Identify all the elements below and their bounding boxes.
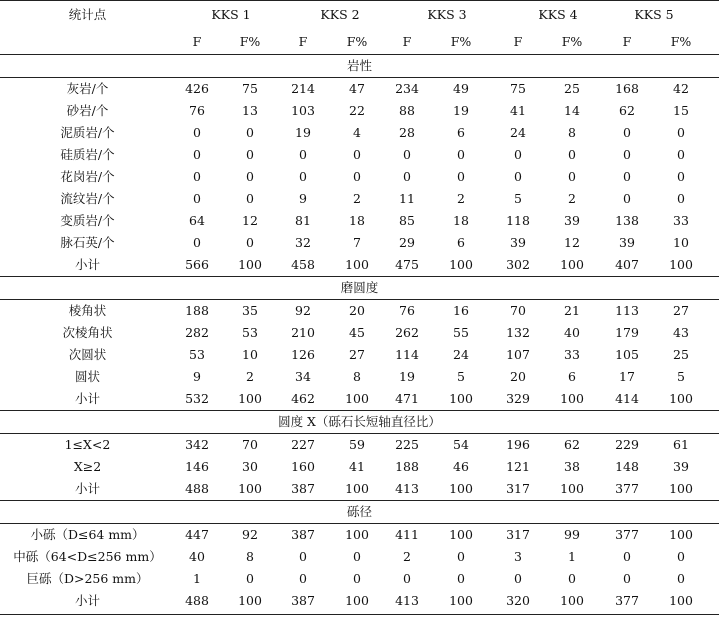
table-row bbox=[0, 188, 719, 210]
sub-header: F% bbox=[450, 34, 472, 49]
table-cell: 0 bbox=[246, 147, 254, 162]
table-cell: 2 bbox=[353, 191, 361, 206]
sub-header: F% bbox=[561, 34, 583, 49]
table-cell: 7 bbox=[353, 235, 361, 250]
table-cell: 0 bbox=[514, 147, 522, 162]
table-cell: 0 bbox=[193, 191, 201, 206]
table-cell: 411 bbox=[395, 527, 419, 542]
table-cell: 100 bbox=[345, 391, 369, 406]
table-cell: 0 bbox=[193, 147, 201, 162]
table-cell: 0 bbox=[623, 147, 631, 162]
row-label: 小计 bbox=[74, 593, 100, 608]
table-cell: 8 bbox=[353, 369, 361, 384]
table-cell: 24 bbox=[453, 347, 469, 362]
row-label: 砂岩/个 bbox=[66, 103, 109, 118]
table-cell: 426 bbox=[185, 81, 209, 96]
table-cell: 0 bbox=[246, 571, 254, 586]
table-cell: 6 bbox=[457, 125, 465, 140]
table-cell: 70 bbox=[242, 437, 258, 452]
table-cell: 76 bbox=[189, 103, 205, 118]
table-row bbox=[0, 122, 719, 144]
sub-header: F% bbox=[346, 34, 368, 49]
table-cell: 407 bbox=[615, 257, 639, 272]
table-cell: 19 bbox=[295, 125, 311, 140]
table-cell: 46 bbox=[453, 459, 469, 474]
table-cell: 100 bbox=[560, 593, 584, 608]
table-cell: 45 bbox=[349, 325, 365, 340]
table-cell: 100 bbox=[669, 391, 693, 406]
section-title: 岩性 bbox=[346, 58, 372, 73]
table-cell: 34 bbox=[295, 369, 311, 384]
table-cell: 462 bbox=[291, 391, 315, 406]
table-cell: 53 bbox=[242, 325, 258, 340]
row-label: 硅质岩/个 bbox=[60, 147, 115, 162]
row-label: 巨砾（D>256 mm） bbox=[26, 571, 149, 586]
table-cell: 317 bbox=[506, 481, 530, 496]
table-cell: 33 bbox=[673, 213, 689, 228]
table-cell: 113 bbox=[615, 303, 639, 318]
table-cell: 0 bbox=[514, 169, 522, 184]
table-cell: 40 bbox=[564, 325, 580, 340]
table-cell: 53 bbox=[189, 347, 205, 362]
row-label: 中砾（64<D≤256 mm） bbox=[13, 549, 162, 564]
table-cell: 100 bbox=[449, 257, 473, 272]
table-cell: 138 bbox=[615, 213, 639, 228]
sub-header: F bbox=[513, 34, 523, 49]
table-cell: 0 bbox=[677, 571, 685, 586]
table-cell: 100 bbox=[449, 593, 473, 608]
header-row-sub bbox=[0, 31, 719, 53]
table-cell: 100 bbox=[238, 391, 262, 406]
header-row-groups bbox=[0, 4, 719, 26]
table-cell: 0 bbox=[623, 549, 631, 564]
table-cell: 2 bbox=[403, 549, 411, 564]
table-cell: 19 bbox=[453, 103, 469, 118]
table-cell: 0 bbox=[193, 125, 201, 140]
table-cell: 100 bbox=[449, 391, 473, 406]
table-cell: 0 bbox=[568, 169, 576, 184]
table-cell: 0 bbox=[677, 125, 685, 140]
table-row bbox=[0, 210, 719, 232]
table-cell: 0 bbox=[246, 191, 254, 206]
table-cell: 0 bbox=[299, 571, 307, 586]
table-cell: 54 bbox=[453, 437, 469, 452]
table-cell: 55 bbox=[453, 325, 469, 340]
table-cell: 387 bbox=[291, 527, 315, 542]
table-cell: 24 bbox=[510, 125, 526, 140]
table-cell: 0 bbox=[353, 571, 361, 586]
table-cell: 61 bbox=[673, 437, 689, 452]
table-cell: 21 bbox=[564, 303, 580, 318]
table-cell: 92 bbox=[242, 527, 258, 542]
row-label: 棱角状 bbox=[68, 303, 107, 318]
table-cell: 100 bbox=[669, 257, 693, 272]
table-cell: 132 bbox=[506, 325, 530, 340]
table-cell: 103 bbox=[291, 103, 315, 118]
table-row bbox=[0, 78, 719, 100]
table-cell: 47 bbox=[349, 81, 365, 96]
table-cell: 227 bbox=[291, 437, 315, 452]
table-cell: 100 bbox=[560, 257, 584, 272]
table-cell: 0 bbox=[677, 147, 685, 162]
row-label: 小计 bbox=[74, 481, 100, 496]
table-row bbox=[0, 456, 719, 478]
table-cell: 0 bbox=[403, 147, 411, 162]
table-cell: 76 bbox=[399, 303, 415, 318]
table-cell: 229 bbox=[615, 437, 639, 452]
table-cell: 100 bbox=[345, 481, 369, 496]
table-cell: 475 bbox=[395, 257, 419, 272]
table-cell: 8 bbox=[246, 549, 254, 564]
table-cell: 377 bbox=[615, 527, 639, 542]
row-label: 次圆状 bbox=[68, 347, 107, 362]
table-cell: 15 bbox=[673, 103, 689, 118]
table-row bbox=[0, 366, 719, 388]
row-label: 次棱角状 bbox=[62, 325, 113, 340]
table-cell: 0 bbox=[299, 549, 307, 564]
table-cell: 0 bbox=[623, 125, 631, 140]
table-cell: 377 bbox=[615, 593, 639, 608]
table-cell: 70 bbox=[510, 303, 526, 318]
table-cell: 18 bbox=[349, 213, 365, 228]
table-cell: 33 bbox=[564, 347, 580, 362]
sub-header: F bbox=[298, 34, 308, 49]
table-cell: 0 bbox=[677, 549, 685, 564]
table-cell: 25 bbox=[673, 347, 689, 362]
table-row bbox=[0, 344, 719, 366]
stub-header: 统计点 bbox=[68, 7, 107, 22]
table-cell: 10 bbox=[242, 347, 258, 362]
table-cell: 75 bbox=[510, 81, 526, 96]
table-cell: 0 bbox=[353, 147, 361, 162]
table-row bbox=[0, 144, 719, 166]
table-row bbox=[0, 478, 719, 500]
table-cell: 413 bbox=[395, 481, 419, 496]
table-cell: 329 bbox=[506, 391, 530, 406]
row-label: 圆状 bbox=[74, 369, 100, 384]
table-cell: 0 bbox=[623, 571, 631, 586]
table-cell: 100 bbox=[560, 481, 584, 496]
table-cell: 100 bbox=[238, 593, 262, 608]
table-cell: 100 bbox=[345, 593, 369, 608]
row-label: 小计 bbox=[74, 257, 100, 272]
row-label: 变质岩/个 bbox=[60, 213, 115, 228]
group-header: KKS 4 bbox=[538, 7, 578, 22]
table-cell: 9 bbox=[299, 191, 307, 206]
table-cell: 14 bbox=[564, 103, 580, 118]
table-cell: 8 bbox=[568, 125, 576, 140]
table-cell: 471 bbox=[395, 391, 419, 406]
table-cell: 39 bbox=[673, 459, 689, 474]
table-cell: 100 bbox=[669, 481, 693, 496]
table-cell: 100 bbox=[449, 481, 473, 496]
table-cell: 29 bbox=[399, 235, 415, 250]
row-label: 流纹岩/个 bbox=[60, 191, 115, 206]
table-cell: 0 bbox=[403, 571, 411, 586]
table-cell: 25 bbox=[564, 81, 580, 96]
table-cell: 105 bbox=[615, 347, 639, 362]
table-cell: 20 bbox=[349, 303, 365, 318]
table-row bbox=[0, 524, 719, 546]
table-cell: 196 bbox=[506, 437, 530, 452]
sub-header: F% bbox=[239, 34, 261, 49]
table-cell: 2 bbox=[457, 191, 465, 206]
table-cell: 0 bbox=[457, 147, 465, 162]
table-cell: 22 bbox=[349, 103, 365, 118]
table-row bbox=[0, 166, 719, 188]
table-cell: 64 bbox=[189, 213, 205, 228]
group-header: KKS 2 bbox=[320, 7, 360, 22]
row-label: X≥2 bbox=[73, 459, 102, 474]
table-cell: 12 bbox=[564, 235, 580, 250]
table-cell: 49 bbox=[453, 81, 469, 96]
table-cell: 234 bbox=[395, 81, 419, 96]
table-cell: 9 bbox=[193, 369, 201, 384]
table-cell: 20 bbox=[510, 369, 526, 384]
top-rule bbox=[0, 0, 719, 1]
table-cell: 27 bbox=[349, 347, 365, 362]
table-cell: 39 bbox=[619, 235, 635, 250]
table-cell: 0 bbox=[568, 571, 576, 586]
sub-header: F bbox=[402, 34, 412, 49]
table-cell: 458 bbox=[291, 257, 315, 272]
table-cell: 317 bbox=[506, 527, 530, 542]
table-cell: 100 bbox=[345, 527, 369, 542]
table-row bbox=[0, 100, 719, 122]
table-row bbox=[0, 388, 719, 410]
table-cell: 377 bbox=[615, 481, 639, 496]
table-cell: 225 bbox=[395, 437, 419, 452]
table-cell: 0 bbox=[353, 169, 361, 184]
table-cell: 0 bbox=[403, 169, 411, 184]
table-cell: 532 bbox=[185, 391, 209, 406]
section-title: 磨圆度 bbox=[340, 280, 379, 295]
table-cell: 146 bbox=[185, 459, 209, 474]
table-cell: 6 bbox=[568, 369, 576, 384]
bottom-rule bbox=[0, 614, 719, 615]
table-cell: 0 bbox=[514, 571, 522, 586]
table-cell: 0 bbox=[246, 169, 254, 184]
table-cell: 5 bbox=[677, 369, 685, 384]
table-cell: 11 bbox=[399, 191, 415, 206]
table-row bbox=[0, 568, 719, 590]
table-cell: 566 bbox=[185, 257, 209, 272]
table-cell: 488 bbox=[185, 481, 209, 496]
table-cell: 0 bbox=[193, 169, 201, 184]
group-header: KKS 3 bbox=[427, 7, 467, 22]
table-cell: 0 bbox=[299, 169, 307, 184]
table-cell: 40 bbox=[189, 549, 205, 564]
table-cell: 13 bbox=[242, 103, 258, 118]
table-cell: 1 bbox=[568, 549, 576, 564]
group-header: KKS 1 bbox=[211, 7, 251, 22]
table-cell: 100 bbox=[238, 257, 262, 272]
table-cell: 0 bbox=[623, 191, 631, 206]
table-cell: 5 bbox=[457, 369, 465, 384]
table-cell: 18 bbox=[453, 213, 469, 228]
table-row bbox=[0, 232, 719, 254]
table-cell: 39 bbox=[564, 213, 580, 228]
table-cell: 179 bbox=[615, 325, 639, 340]
table-cell: 0 bbox=[677, 169, 685, 184]
table-cell: 1 bbox=[193, 571, 201, 586]
section-title-row bbox=[0, 277, 719, 299]
table-cell: 35 bbox=[242, 303, 258, 318]
table-cell: 0 bbox=[677, 191, 685, 206]
table-cell: 85 bbox=[399, 213, 415, 228]
table-cell: 100 bbox=[560, 391, 584, 406]
table-cell: 0 bbox=[457, 549, 465, 564]
table-cell: 0 bbox=[353, 549, 361, 564]
table-cell: 387 bbox=[291, 593, 315, 608]
section-title: 圆度 X（砾石长短轴直径比） bbox=[278, 414, 441, 429]
table-cell: 41 bbox=[349, 459, 365, 474]
table-row bbox=[0, 546, 719, 568]
table-cell: 39 bbox=[510, 235, 526, 250]
row-label: 1≤X<2 bbox=[64, 437, 111, 452]
table-cell: 32 bbox=[295, 235, 311, 250]
row-label: 花岗岩/个 bbox=[60, 169, 115, 184]
table-cell: 38 bbox=[564, 459, 580, 474]
table-cell: 42 bbox=[673, 81, 689, 96]
table-row bbox=[0, 322, 719, 344]
row-label: 泥质岩/个 bbox=[60, 125, 115, 140]
table-cell: 10 bbox=[673, 235, 689, 250]
sub-header: F% bbox=[670, 34, 692, 49]
table-cell: 414 bbox=[615, 391, 639, 406]
table-cell: 121 bbox=[506, 459, 530, 474]
table-cell: 27 bbox=[673, 303, 689, 318]
section-title-row bbox=[0, 411, 719, 433]
sub-header: F bbox=[192, 34, 202, 49]
table-cell: 214 bbox=[291, 81, 315, 96]
table-cell: 2 bbox=[568, 191, 576, 206]
table-cell: 75 bbox=[242, 81, 258, 96]
table-cell: 0 bbox=[457, 169, 465, 184]
row-label: 灰岩/个 bbox=[66, 81, 109, 96]
table-cell: 100 bbox=[238, 481, 262, 496]
table-cell: 302 bbox=[506, 257, 530, 272]
table-row bbox=[0, 434, 719, 456]
table-cell: 28 bbox=[399, 125, 415, 140]
table-cell: 0 bbox=[246, 235, 254, 250]
table-cell: 447 bbox=[185, 527, 209, 542]
table-cell: 342 bbox=[185, 437, 209, 452]
table-cell: 107 bbox=[506, 347, 530, 362]
section-title-row bbox=[0, 55, 719, 77]
table-cell: 16 bbox=[453, 303, 469, 318]
table-cell: 41 bbox=[510, 103, 526, 118]
table-cell: 6 bbox=[457, 235, 465, 250]
table-cell: 488 bbox=[185, 593, 209, 608]
table-row bbox=[0, 254, 719, 276]
table-row bbox=[0, 590, 719, 612]
row-label: 小砾（D≤64 mm） bbox=[30, 527, 145, 542]
table-cell: 3 bbox=[514, 549, 522, 564]
table-cell: 262 bbox=[395, 325, 419, 340]
table-cell: 100 bbox=[669, 593, 693, 608]
table-cell: 43 bbox=[673, 325, 689, 340]
table-cell: 100 bbox=[669, 527, 693, 542]
table-cell: 62 bbox=[619, 103, 635, 118]
table-cell: 81 bbox=[295, 213, 311, 228]
table-cell: 12 bbox=[242, 213, 258, 228]
table-cell: 168 bbox=[615, 81, 639, 96]
table-cell: 59 bbox=[349, 437, 365, 452]
table-row bbox=[0, 300, 719, 322]
table-cell: 62 bbox=[564, 437, 580, 452]
sub-header: F bbox=[622, 34, 632, 49]
table-cell: 387 bbox=[291, 481, 315, 496]
table-cell: 0 bbox=[457, 571, 465, 586]
table-cell: 0 bbox=[623, 169, 631, 184]
table-cell: 0 bbox=[246, 125, 254, 140]
table-cell: 88 bbox=[399, 103, 415, 118]
table-cell: 17 bbox=[619, 369, 635, 384]
table-cell: 100 bbox=[345, 257, 369, 272]
table-cell: 320 bbox=[506, 593, 530, 608]
section-title: 砾径 bbox=[346, 504, 372, 519]
table-cell: 118 bbox=[506, 213, 530, 228]
table-cell: 92 bbox=[295, 303, 311, 318]
row-label: 小计 bbox=[74, 391, 100, 406]
table-cell: 5 bbox=[514, 191, 522, 206]
section-title-row bbox=[0, 501, 719, 523]
table-cell: 0 bbox=[299, 147, 307, 162]
table-cell: 282 bbox=[185, 325, 209, 340]
table-cell: 210 bbox=[291, 325, 315, 340]
table-cell: 188 bbox=[185, 303, 209, 318]
table-cell: 0 bbox=[568, 147, 576, 162]
table-cell: 30 bbox=[242, 459, 258, 474]
table-cell: 19 bbox=[399, 369, 415, 384]
table-cell: 99 bbox=[564, 527, 580, 542]
group-header: KKS 5 bbox=[634, 7, 674, 22]
table-cell: 413 bbox=[395, 593, 419, 608]
table-cell: 188 bbox=[395, 459, 419, 474]
table-cell: 4 bbox=[353, 125, 361, 140]
table-cell: 0 bbox=[193, 235, 201, 250]
table-cell: 114 bbox=[395, 347, 419, 362]
table-cell: 126 bbox=[291, 347, 315, 362]
table-cell: 2 bbox=[246, 369, 254, 384]
table-cell: 148 bbox=[615, 459, 639, 474]
table-cell: 100 bbox=[449, 527, 473, 542]
table-cell: 160 bbox=[291, 459, 315, 474]
row-label: 脉石英/个 bbox=[60, 235, 115, 250]
